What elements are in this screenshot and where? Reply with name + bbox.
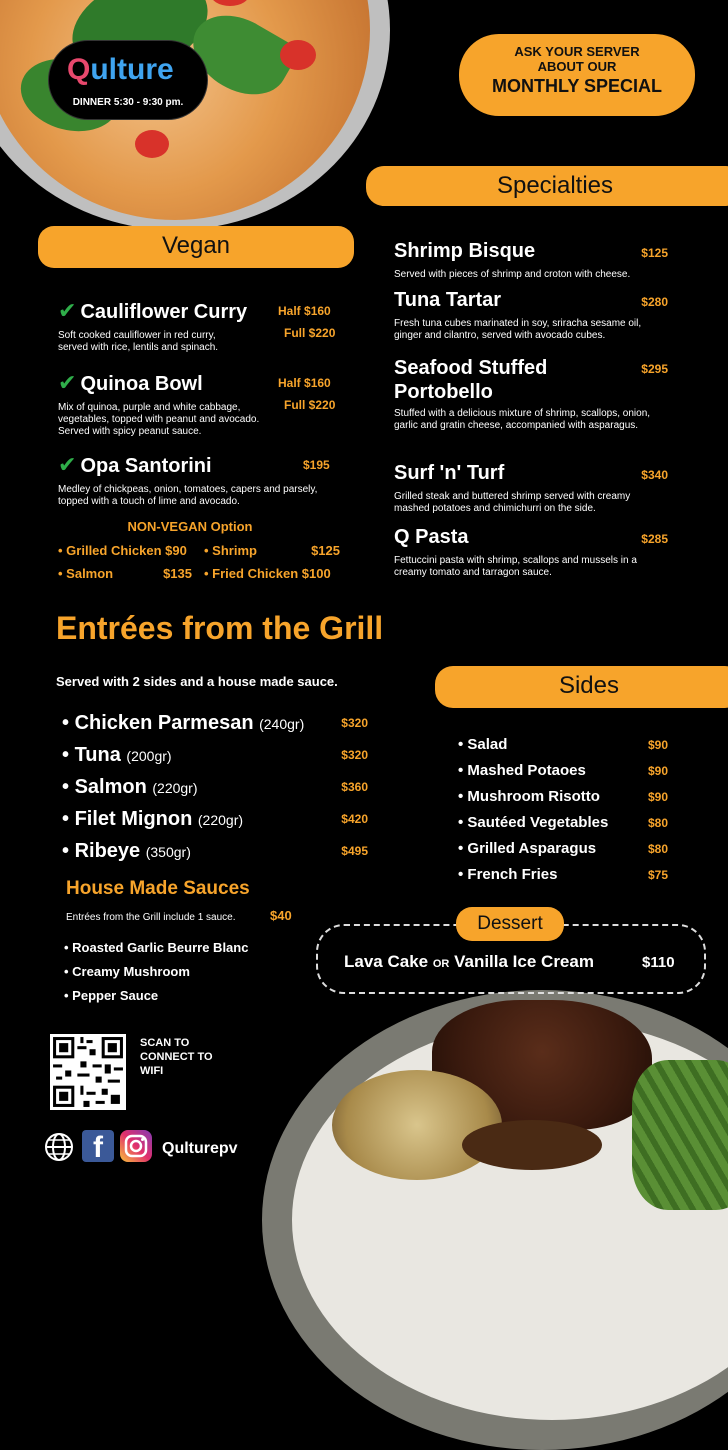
side-name: Sautéed Vegetables xyxy=(467,814,609,831)
vegan-item-full xyxy=(284,398,335,412)
vegan-item-name: Opa Santorini xyxy=(80,455,212,477)
qr-code[interactable] xyxy=(50,1034,126,1110)
grill-item-price: $495 xyxy=(341,844,368,858)
grill-item: • Chicken Parmesan (240gr) $320 xyxy=(62,708,372,740)
leaf-icon: ✔ xyxy=(58,452,77,477)
side-name: French Fries xyxy=(467,866,558,883)
specialty-desc: Stuffed with a delicious mixture of shrimp, scallops, onion, garlic and gratin cheese, accompanied with asparagus. xyxy=(394,408,651,431)
grill-item-name: Filet Mignon xyxy=(74,808,193,830)
vegan-item xyxy=(58,370,348,438)
vegan-item-desc: Soft cooked cauliflower in red curry, served with rice, lentils and spinach. xyxy=(58,330,219,353)
dessert-item: Lava Cake xyxy=(344,952,429,971)
vegan-item-desc: Mix of quinoa, purple and white cabbage, vegetables, topped with peanut and avocado. Served with spicy peanut sauce. xyxy=(58,402,260,437)
steak-image xyxy=(262,990,728,1450)
grill-item-weight: (220gr) xyxy=(197,812,244,828)
facebook-icon[interactable]: f xyxy=(82,1130,114,1162)
sauce-name: Roasted Garlic Beurre Blanc xyxy=(72,940,249,955)
side-price: $75 xyxy=(647,868,668,882)
grill-item-weight: (220gr) xyxy=(152,780,198,796)
side-price: $90 xyxy=(647,790,668,804)
vegan-item-desc: Medley of chickpeas, onion, tomatoes, capers and parsely, topped with a touch of lime and avocado. xyxy=(58,484,318,507)
grill-item-name: Salmon xyxy=(74,776,147,798)
vegan-item-full xyxy=(284,326,335,340)
sauces-title: House Made Sauces xyxy=(66,878,250,899)
logo-badge xyxy=(48,40,208,120)
grill-subtitle: Served with 2 sides and a house made sauce. xyxy=(56,674,338,689)
grill-item: • Ribeye (350gr) $495 xyxy=(62,836,372,868)
specialty-price: $340 xyxy=(641,468,668,482)
vegan-item-name: Quinoa Bowl xyxy=(80,373,203,395)
sauce-item: • Creamy Mushroom xyxy=(64,964,190,979)
dessert-price: $110 xyxy=(642,954,675,971)
instagram-icon[interactable] xyxy=(120,1130,152,1162)
vegan-item-half xyxy=(278,304,331,318)
dessert-line xyxy=(344,952,594,972)
grill-item-name: Ribeye xyxy=(74,840,141,862)
nonvegan-price: $100 xyxy=(301,566,331,581)
nonvegan-item: • Grilled Chicken $90 xyxy=(58,543,187,558)
nonvegan-name: Shrimp xyxy=(212,543,257,558)
nonvegan-name: Fried Chicken xyxy=(212,566,299,581)
grill-title: Entrées from the Grill xyxy=(56,610,384,646)
side-price: $80 xyxy=(647,816,668,830)
side-item: • French Fries $75 xyxy=(458,862,668,888)
side-name: Salad xyxy=(467,736,508,753)
grill-list xyxy=(62,708,372,868)
wifi-label: SCAN TO CONNECT TO WIFI xyxy=(140,1037,213,1077)
full-price: $220 xyxy=(308,326,336,340)
side-item: • Mashed Potaoes $90 xyxy=(458,758,668,784)
nonvegan-price: $90 xyxy=(165,543,187,558)
full-label: Full xyxy=(284,398,306,412)
specialty-price: $295 xyxy=(641,362,668,376)
sauce-name: Creamy Mushroom xyxy=(72,964,190,979)
specialty-name: Seafood Stuffed Portobello xyxy=(394,357,548,403)
social-handle[interactable]: Qulturepv xyxy=(162,1140,238,1157)
specialty-desc: Fresh tuna cubes marinated in soy, sriracha sesame oil, ginger and cilantro, served with avocado cubes. xyxy=(394,318,642,341)
full-label: Full xyxy=(284,326,306,340)
grill-item: • Filet Mignon (220gr) $420 xyxy=(62,804,372,836)
specialty-price: $125 xyxy=(641,246,668,260)
side-item: • Mushroom Risotto $90 xyxy=(458,784,668,810)
specialty-item xyxy=(394,240,668,281)
half-label: Half xyxy=(278,304,301,318)
specialty-price: $285 xyxy=(641,532,668,546)
globe-icon[interactable] xyxy=(44,1132,74,1162)
specialty-item xyxy=(394,356,668,432)
half-label: Half xyxy=(278,376,301,390)
vegan-item-price: $195 xyxy=(303,458,330,472)
vegan-item xyxy=(58,452,348,508)
nonvegan-item: • Shrimp $125 xyxy=(204,539,348,562)
sauces-price: $40 xyxy=(270,908,292,923)
promo-line3: MONTHLY SPECIAL xyxy=(491,76,663,96)
specialties-header: Specialties xyxy=(366,166,728,206)
grill-item: • Tuna (200gr) $320 xyxy=(62,740,372,772)
specialty-desc: Fettuccini pasta with shrimp, scallops and mussels in a creamy tomato and tarragon sauce. xyxy=(394,555,637,578)
nonvegan-item: • Fried Chicken $100 xyxy=(204,566,331,581)
vegan-item-name: Cauliflower Curry xyxy=(80,301,248,323)
grill-item-price: $320 xyxy=(341,716,368,730)
grill-item-weight: (240gr) xyxy=(259,716,305,732)
full-price: $220 xyxy=(308,398,336,412)
side-price: $90 xyxy=(647,764,668,778)
grill-item-weight: (200gr) xyxy=(126,748,172,764)
dessert-header: Dessert xyxy=(456,907,564,941)
side-name: Grilled Asparagus xyxy=(467,840,597,857)
side-item: • Grilled Asparagus $80 xyxy=(458,836,668,862)
leaf-icon: ✔ xyxy=(58,298,77,323)
vegan-item-half xyxy=(278,376,331,390)
specialty-desc: Grilled steak and buttered shrimp served with creamy mashed potatoes and chimichurri on the side. xyxy=(394,491,631,514)
vegan-header: Vegan xyxy=(38,226,354,268)
side-name: Mushroom Risotto xyxy=(467,788,600,805)
side-price: $90 xyxy=(647,738,668,752)
logo: Qulture xyxy=(67,53,174,86)
half-price: $160 xyxy=(304,304,331,318)
specialty-item xyxy=(394,289,668,342)
specialty-name: Tuna Tartar xyxy=(394,289,502,311)
sauce-item: • Roasted Garlic Beurre Blanc xyxy=(64,940,249,955)
grill-item: • Salmon (220gr) $360 xyxy=(62,772,372,804)
dessert-or: OR xyxy=(432,958,450,970)
sides-list xyxy=(458,732,668,888)
nonvegan-name: Grilled Chicken xyxy=(66,543,162,558)
sauce-name: Pepper Sauce xyxy=(72,988,159,1003)
grill-item-name: Chicken Parmesan xyxy=(74,712,254,734)
nonvegan-title: NON-VEGAN Option xyxy=(127,519,253,534)
sauce-item: • Pepper Sauce xyxy=(64,988,159,1003)
grill-item-price: $320 xyxy=(341,748,368,762)
qr-icon xyxy=(50,1034,126,1110)
grill-item-weight: (350gr) xyxy=(145,844,191,860)
sides-header: Sides xyxy=(435,666,728,708)
specialty-item xyxy=(394,462,668,515)
specialty-price: $280 xyxy=(641,295,668,309)
nonvegan-item: • Salmon $135 xyxy=(58,562,198,585)
promo-pill xyxy=(459,34,695,116)
sauces-list xyxy=(64,936,248,1008)
vegan-item xyxy=(58,298,348,354)
grill-item-price: $420 xyxy=(341,812,368,826)
promo-line2: ABOUT OUR xyxy=(537,59,617,74)
specialty-name: Shrimp Bisque xyxy=(394,240,536,262)
nonvegan-name: Salmon xyxy=(66,566,114,581)
nonvegan-price: $135 xyxy=(163,566,192,581)
dessert-item: Vanilla Ice Cream xyxy=(454,952,594,971)
specialty-item xyxy=(394,526,668,579)
side-item: • Salad $90 xyxy=(458,732,668,758)
brand-name-rest: ulture xyxy=(90,53,174,86)
sauces-note: Entrées from the Grill include 1 sauce. xyxy=(66,912,236,923)
specialty-name: Q Pasta xyxy=(394,526,469,548)
grill-item-name: Tuna xyxy=(74,744,121,766)
hours: DINNER 5:30 - 9:30 pm. xyxy=(72,97,184,108)
side-price: $80 xyxy=(647,842,668,856)
side-name: Mashed Potaoes xyxy=(467,762,586,779)
nonvegan-price: $125 xyxy=(311,543,340,558)
half-price: $160 xyxy=(304,376,331,390)
leaf-icon: ✔ xyxy=(58,370,77,395)
promo-line1: ASK YOUR SERVER xyxy=(514,44,640,59)
specialty-name: Surf 'n' Turf xyxy=(394,462,505,484)
specialty-desc: Served with pieces of shrimp and croton with cheese. xyxy=(394,269,631,280)
side-item: • Sautéed Vegetables $80 xyxy=(458,810,668,836)
grill-item-price: $360 xyxy=(341,780,368,794)
top-food-image xyxy=(0,0,390,230)
